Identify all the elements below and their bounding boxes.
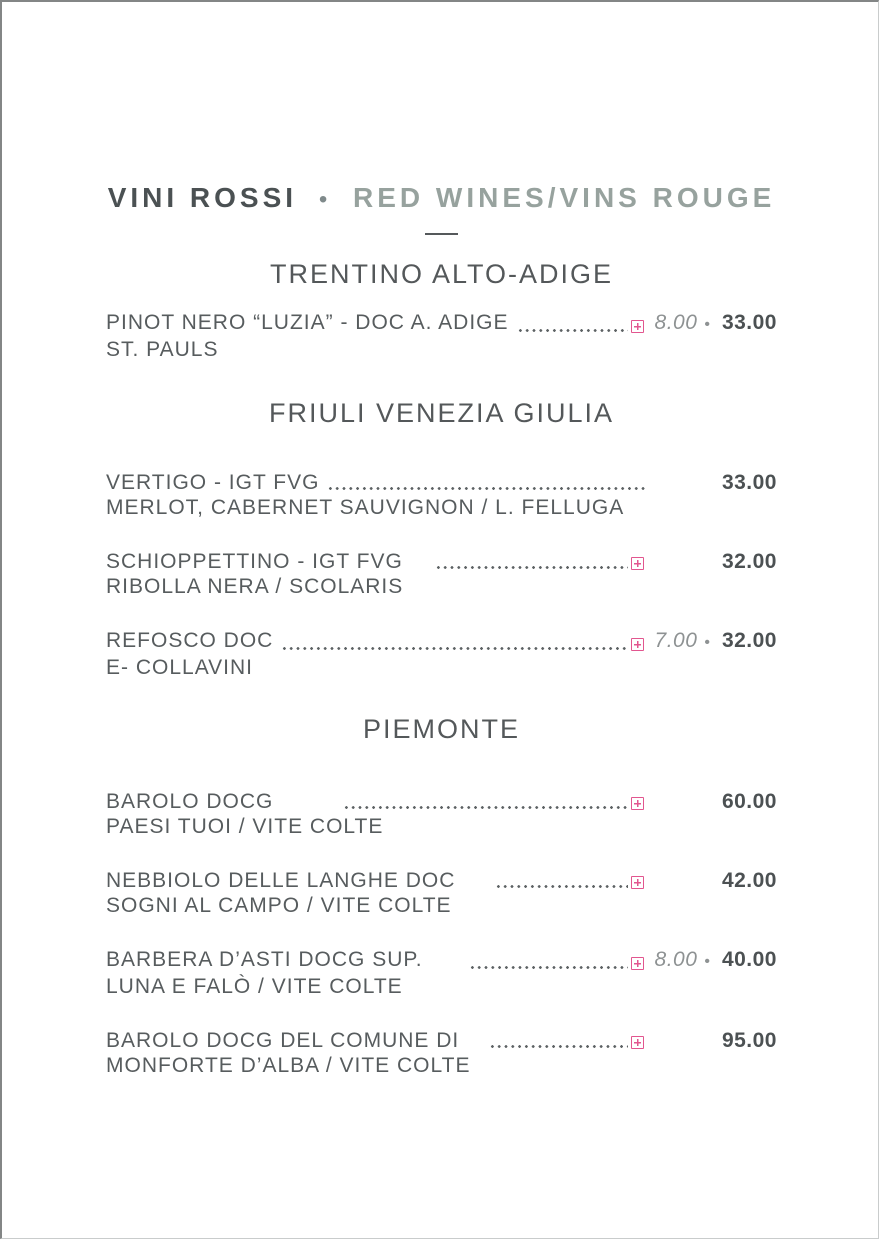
section-heading: FRIULI VENEZIA GIULIA <box>268 398 615 428</box>
glass-price: 7.00 <box>654 629 698 652</box>
section-heading: TRENTINO ALTO-ADIGE <box>269 259 614 289</box>
price-cluster <box>647 628 777 655</box>
wine-producer: E- COLLAVINI <box>106 656 253 679</box>
wine-producer: SOGNI AL CAMPO / VITE COLTE <box>106 894 452 917</box>
plus-box-icon <box>631 1036 644 1049</box>
price-cluster <box>647 549 777 574</box>
plus-box-icon <box>631 557 644 570</box>
wine-item <box>106 868 777 918</box>
wine-item <box>106 1028 777 1078</box>
menu-content <box>2 183 878 1078</box>
section-heading: PIEMONTE <box>362 714 520 744</box>
plus-box-icon <box>631 638 644 651</box>
wine-item <box>106 549 777 599</box>
wine-item <box>106 470 777 520</box>
price-cluster <box>647 470 777 495</box>
wine-item <box>106 789 777 839</box>
price-cluster <box>647 789 777 814</box>
wine-item <box>106 628 777 680</box>
wine-item-line <box>106 470 777 495</box>
menu-title <box>106 183 777 215</box>
plus-box-icon <box>631 876 644 889</box>
wine-item-line <box>106 789 777 814</box>
dot-leader <box>455 868 630 893</box>
bottle-price: 32.00 <box>721 550 777 573</box>
wine-item-line <box>106 1028 777 1053</box>
bottle-price: 32.00 <box>721 629 777 652</box>
dot-leader <box>319 470 647 495</box>
title-divider <box>425 233 458 235</box>
wine-producer: RIBOLLA NERA / SCOLARIS <box>106 575 404 598</box>
wine-name: BAROLO DOCG DEL COMUNE DI <box>106 1029 460 1052</box>
plus-box-icon <box>631 957 644 970</box>
bottle-price: 33.00 <box>721 471 777 494</box>
wine-name: PINOT NERO “LUZIA” - DOC A. ADIGE <box>106 311 509 334</box>
bottle-price: 60.00 <box>721 790 777 813</box>
menu-section-piemonte <box>106 714 777 1078</box>
plus-box-icon <box>631 797 644 810</box>
dot-leader <box>273 789 630 814</box>
price-cluster <box>647 1028 777 1053</box>
wine-producer: MERLOT, CABERNET SAUVIGNON / L. FELLUGA <box>106 496 625 519</box>
price-cluster <box>647 947 777 974</box>
wine-item-line <box>106 310 777 337</box>
price-cluster <box>647 868 777 893</box>
wine-producer: ST. PAULS <box>106 338 219 361</box>
bottle-price: 42.00 <box>721 869 777 892</box>
price-cluster <box>647 310 777 337</box>
wine-name: REFOSCO DOC <box>106 629 274 652</box>
plus-box-icon <box>631 320 644 333</box>
wine-name: NEBBIOLO DELLE LANGHE DOC <box>106 869 456 892</box>
menu-title-secondary: RED WINES/VINS ROUGE <box>353 182 776 213</box>
wine-name: BAROLO DOCG <box>106 790 274 813</box>
wine-name: VERTIGO - IGT FVG <box>106 471 320 494</box>
price-separator-dot: • <box>704 953 710 970</box>
wine-item-line <box>106 947 777 974</box>
title-separator-dot: • <box>318 186 332 213</box>
bottle-price: 95.00 <box>721 1029 777 1052</box>
bottle-price: 33.00 <box>721 311 777 334</box>
wine-item <box>106 310 777 362</box>
wine-producer: MONFORTE D’ALBA / VITE COLTE <box>106 1054 471 1077</box>
dot-leader <box>273 628 630 655</box>
wine-item-line <box>106 549 777 574</box>
glass-price: 8.00 <box>654 948 698 971</box>
price-separator-dot: • <box>704 316 710 333</box>
menu-title-primary: VINI ROSSI <box>107 182 298 213</box>
wine-name: SCHIOPPETTINO - IGT FVG <box>106 550 403 573</box>
dot-leader <box>403 549 630 574</box>
menu-section-trentino <box>106 259 777 362</box>
wine-producer: LUNA E FALÒ / VITE COLTE <box>106 975 403 998</box>
bottle-price: 40.00 <box>721 948 777 971</box>
wine-item-line <box>106 868 777 893</box>
wine-item-line <box>106 628 777 655</box>
menu-section-friuli <box>106 398 777 680</box>
price-separator-dot: • <box>704 634 710 651</box>
wine-producer: PAESI TUOI / VITE COLTE <box>106 815 384 838</box>
dot-leader <box>423 947 630 974</box>
dot-leader <box>509 310 631 337</box>
wine-item <box>106 947 777 999</box>
wine-name: BARBERA D’ASTI DOCG SUP. <box>106 948 423 971</box>
dot-leader <box>459 1028 630 1053</box>
glass-price: 8.00 <box>654 311 698 334</box>
